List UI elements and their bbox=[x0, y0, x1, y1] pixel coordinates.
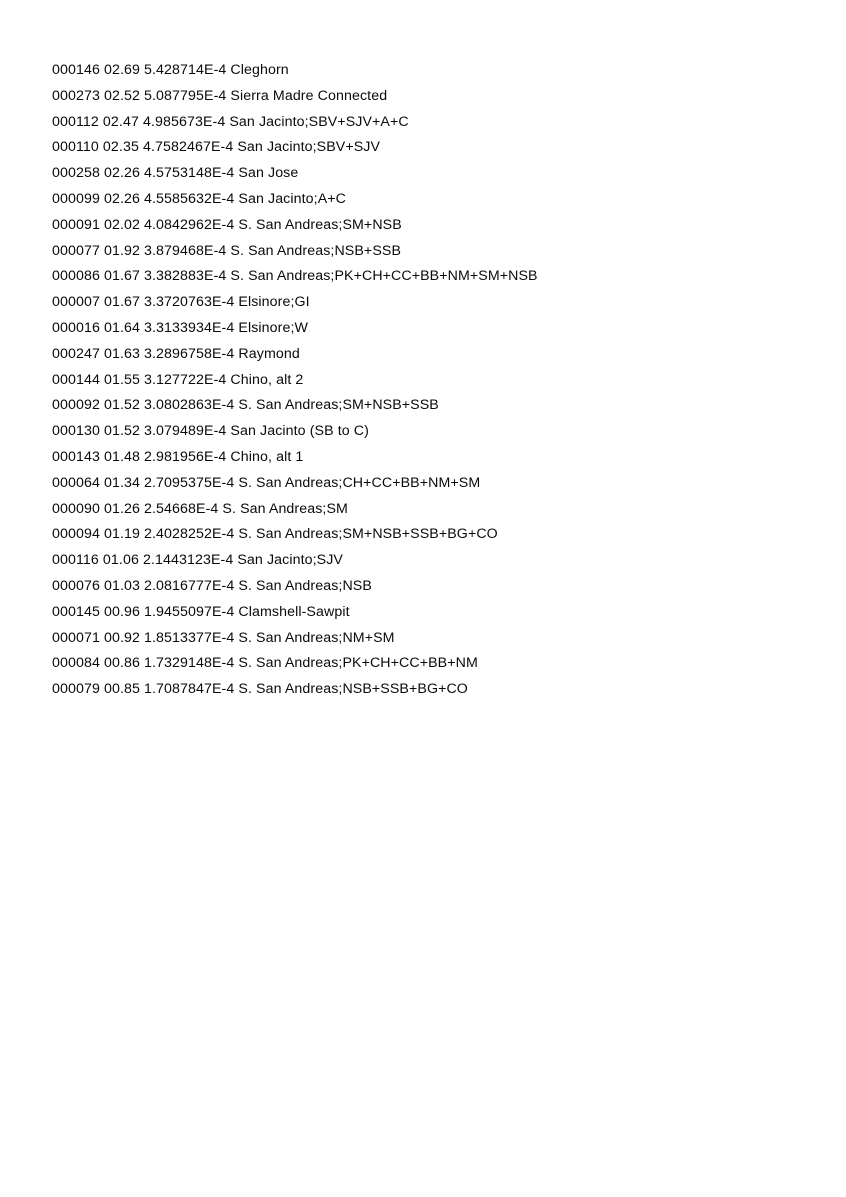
list-item: 000084 00.86 1.7329148E-4 S. San Andreas;PK+CH+CC+BB+NM bbox=[52, 655, 478, 672]
list-item: 000247 01.63 3.2896758E-4 Raymond bbox=[52, 345, 300, 362]
list-item: 000273 02.52 5.087795E-4 Sierra Madre Connected bbox=[52, 87, 388, 104]
list-item: 000146 02.69 5.428714E-4 Cleghorn bbox=[52, 62, 289, 78]
list-item: 000094 01.19 2.4028252E-4 S. San Andreas;SM+NSB+SSB+BG+CO bbox=[52, 526, 498, 543]
list-item: 000110 02.35 4.7582467E-4 San Jacinto;SBV+SJV bbox=[52, 139, 381, 156]
list-item: 000077 01.92 3.879468E-4 S. San Andreas;NSB+SSB bbox=[52, 242, 402, 259]
list-item: 000116 01.06 2.1443123E-4 San Jacinto;SJV bbox=[52, 552, 343, 569]
fault-rupture-list bbox=[52, 58, 792, 703]
list-item: 000258 02.26 4.5753148E-4 San Jose bbox=[52, 165, 299, 182]
list-item: 000090 01.26 2.54668E-4 S. San Andreas;SM bbox=[52, 500, 348, 517]
list-item: 000092 01.52 3.0802863E-4 S. San Andreas;SM+NSB+SSB bbox=[52, 397, 439, 414]
list-item: 000071 00.92 1.8513377E-4 S. San Andreas;NM+SM bbox=[52, 629, 395, 646]
list-item: 000076 01.03 2.0816777E-4 S. San Andreas;NSB bbox=[52, 577, 372, 594]
list-item: 000086 01.67 3.382883E-4 S. San Andreas;PK+CH+CC+BB+NM+SM+NSB bbox=[52, 268, 538, 285]
list-item: 000144 01.55 3.127722E-4 Chino, alt 2 bbox=[52, 371, 304, 388]
list-item: 000099 02.26 4.5585632E-4 San Jacinto;A+C bbox=[52, 190, 346, 207]
list-item: 000112 02.47 4.985673E-4 San Jacinto;SBV+SJV+A+C bbox=[52, 113, 409, 130]
list-item: 000079 00.85 1.7087847E-4 S. San Andreas;NSB+SSB+BG+CO bbox=[52, 681, 468, 698]
list-item: 000064 01.34 2.7095375E-4 S. San Andreas;CH+CC+BB+NM+SM bbox=[52, 474, 481, 491]
list-item: 000145 00.96 1.9455097E-4 Clamshell-Sawpit bbox=[52, 603, 350, 620]
list-item: 000143 01.48 2.981956E-4 Chino, alt 1 bbox=[52, 448, 304, 465]
list-item: 000016 01.64 3.3133934E-4 Elsinore;W bbox=[52, 319, 309, 336]
list-item: 000091 02.02 4.0842962E-4 S. San Andreas;SM+NSB bbox=[52, 216, 402, 233]
list-item: 000007 01.67 3.3720763E-4 Elsinore;GI bbox=[52, 294, 310, 311]
list-item: 000130 01.52 3.079489E-4 San Jacinto (SB to C) bbox=[52, 423, 369, 440]
